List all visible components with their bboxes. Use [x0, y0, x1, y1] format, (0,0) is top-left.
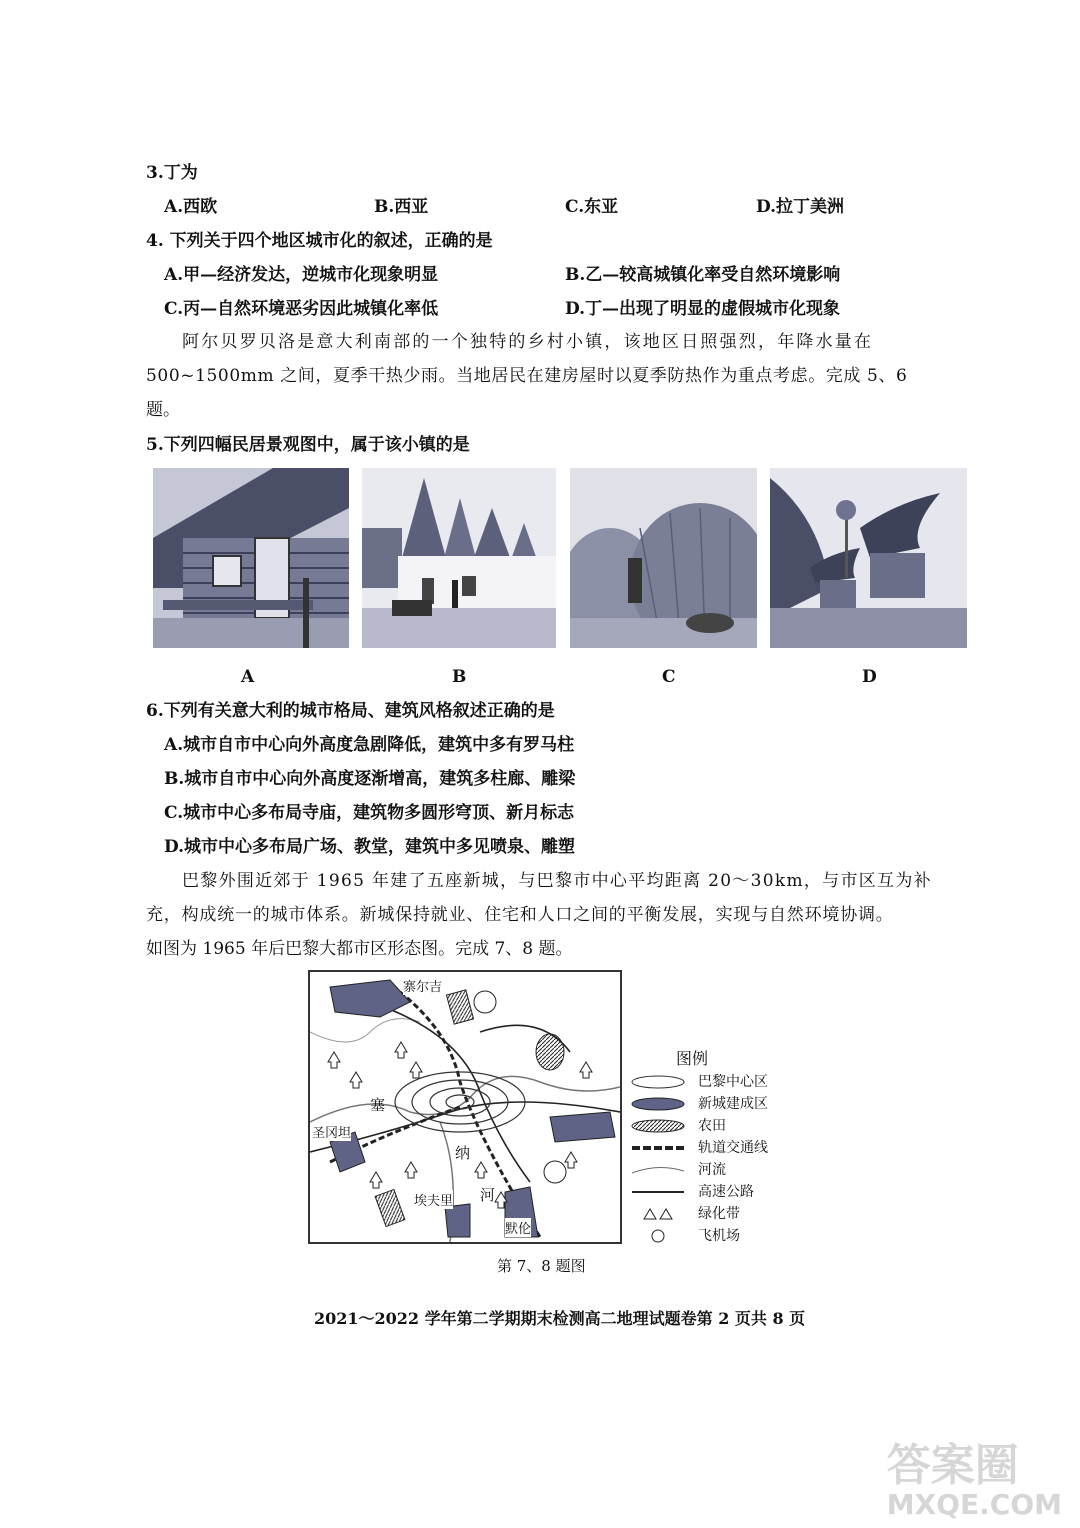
- photo-label-c: C: [662, 667, 676, 687]
- map-caption: 第 7、8 题图: [497, 1257, 586, 1275]
- passage1-line1: 阿尔贝罗贝洛是意大利南部的一个独特的乡村小镇，该地区日照强烈，年降水量在: [182, 332, 874, 352]
- q4-option-b: B.乙—较高城镇化率受自然环境影响: [565, 265, 841, 285]
- passage2-line2: 充，构成统一的城市体系。新城保持就业、住宅和人口之间的平衡发展，实现与自然环境协调。: [146, 905, 894, 925]
- rail-line-icon: [630, 1141, 686, 1155]
- map-label-na: 纳: [455, 1144, 471, 1162]
- legend-title: 图例: [676, 1049, 709, 1068]
- q3-option-c: C.东亚: [565, 197, 619, 217]
- map-label-saierji: 寨尔吉: [403, 976, 442, 995]
- photo-label-d: D: [862, 667, 877, 687]
- q3-option-d: D.拉丁美洲: [756, 197, 845, 217]
- airport-icon: [630, 1229, 686, 1243]
- passage2-line3: 如图为 1965 年后巴黎大都市区形态图。完成 7、8 题。: [146, 939, 573, 959]
- tree-icon: [630, 1207, 686, 1221]
- passage1-line3: 题。: [146, 400, 180, 420]
- map-label-sai: 塞: [370, 1096, 386, 1114]
- map-label-he: 河: [480, 1186, 496, 1204]
- q5-stem: 5.下列四幅民居景观图中，属于该小镇的是: [146, 435, 470, 455]
- watermark-top: 答案圈: [886, 1440, 1019, 1491]
- q6-stem: 6.下列有关意大利的城市格局、建筑风格叙述正确的是: [146, 701, 555, 721]
- q4-stem: 4. 下列关于四个地区城市化的叙述，正确的是: [146, 231, 493, 251]
- q4-option-d: D.丁—出现了明显的虚假城市化现象: [565, 299, 841, 319]
- map-label-aifuli: 埃夫里: [414, 1190, 453, 1209]
- watermark-bottom: MXQE.COM: [886, 1488, 1062, 1521]
- q4-option-c: C.丙—自然环境恶劣因此城镇化率低: [164, 299, 439, 319]
- paris-metro-map: [308, 970, 622, 1244]
- highway-line-icon: [630, 1185, 686, 1199]
- map-label-shengganglan: 圣冈坦: [312, 1122, 351, 1141]
- river-line-icon: [630, 1163, 686, 1177]
- q3-option-b: B.西亚: [374, 197, 429, 217]
- passage1-line2: 500~1500mm 之间，夏季干热少雨。当地居民在建房屋时以夏季防热作为重点考虑。完成 5、6: [146, 366, 908, 386]
- ellipse-outline-icon: [630, 1075, 686, 1089]
- photo-label-b: B: [452, 667, 467, 687]
- photo-c-thatched-huts: [570, 468, 757, 648]
- q6-option-b: B.城市自市中心向外高度逐渐增高，建筑多柱廊、雕梁: [164, 769, 576, 789]
- photo-b-trulli: [362, 468, 556, 648]
- map-label-molun: 默伦: [505, 1218, 531, 1237]
- q6-option-a: A.城市自市中心向外高度急剧降低，建筑中多有罗马柱: [164, 735, 575, 755]
- photo-a-log-cabin: [153, 468, 349, 648]
- photo-d-tongkonan: [770, 468, 967, 648]
- page-footer: 2021～2022 学年第二学期期末检测高二地理试题卷第 2 页共 8 页: [314, 1309, 806, 1328]
- photo-label-a: A: [241, 667, 255, 687]
- ellipse-filled-icon: [630, 1097, 686, 1111]
- q3-option-a: A.西欧: [164, 197, 218, 217]
- q4-option-a: A.甲—经济发达，逆城市化现象明显: [164, 265, 439, 285]
- ellipse-hatched-icon: [630, 1119, 686, 1133]
- q3-stem: 3.丁为: [146, 163, 198, 183]
- watermark-logo: [887, 1442, 1062, 1520]
- q6-option-c: C.城市中心多布局寺庙，建筑物多圆形穹顶、新月标志: [164, 803, 575, 823]
- passage2-line1: 巴黎外围近郊于 1965 年建了五座新城，与巴黎市中心平均距离 20～30km，与市区互为补: [182, 871, 932, 891]
- q6-option-d: D.城市中心多布局广场、教堂，建筑中多见喷泉、雕塑: [164, 837, 576, 857]
